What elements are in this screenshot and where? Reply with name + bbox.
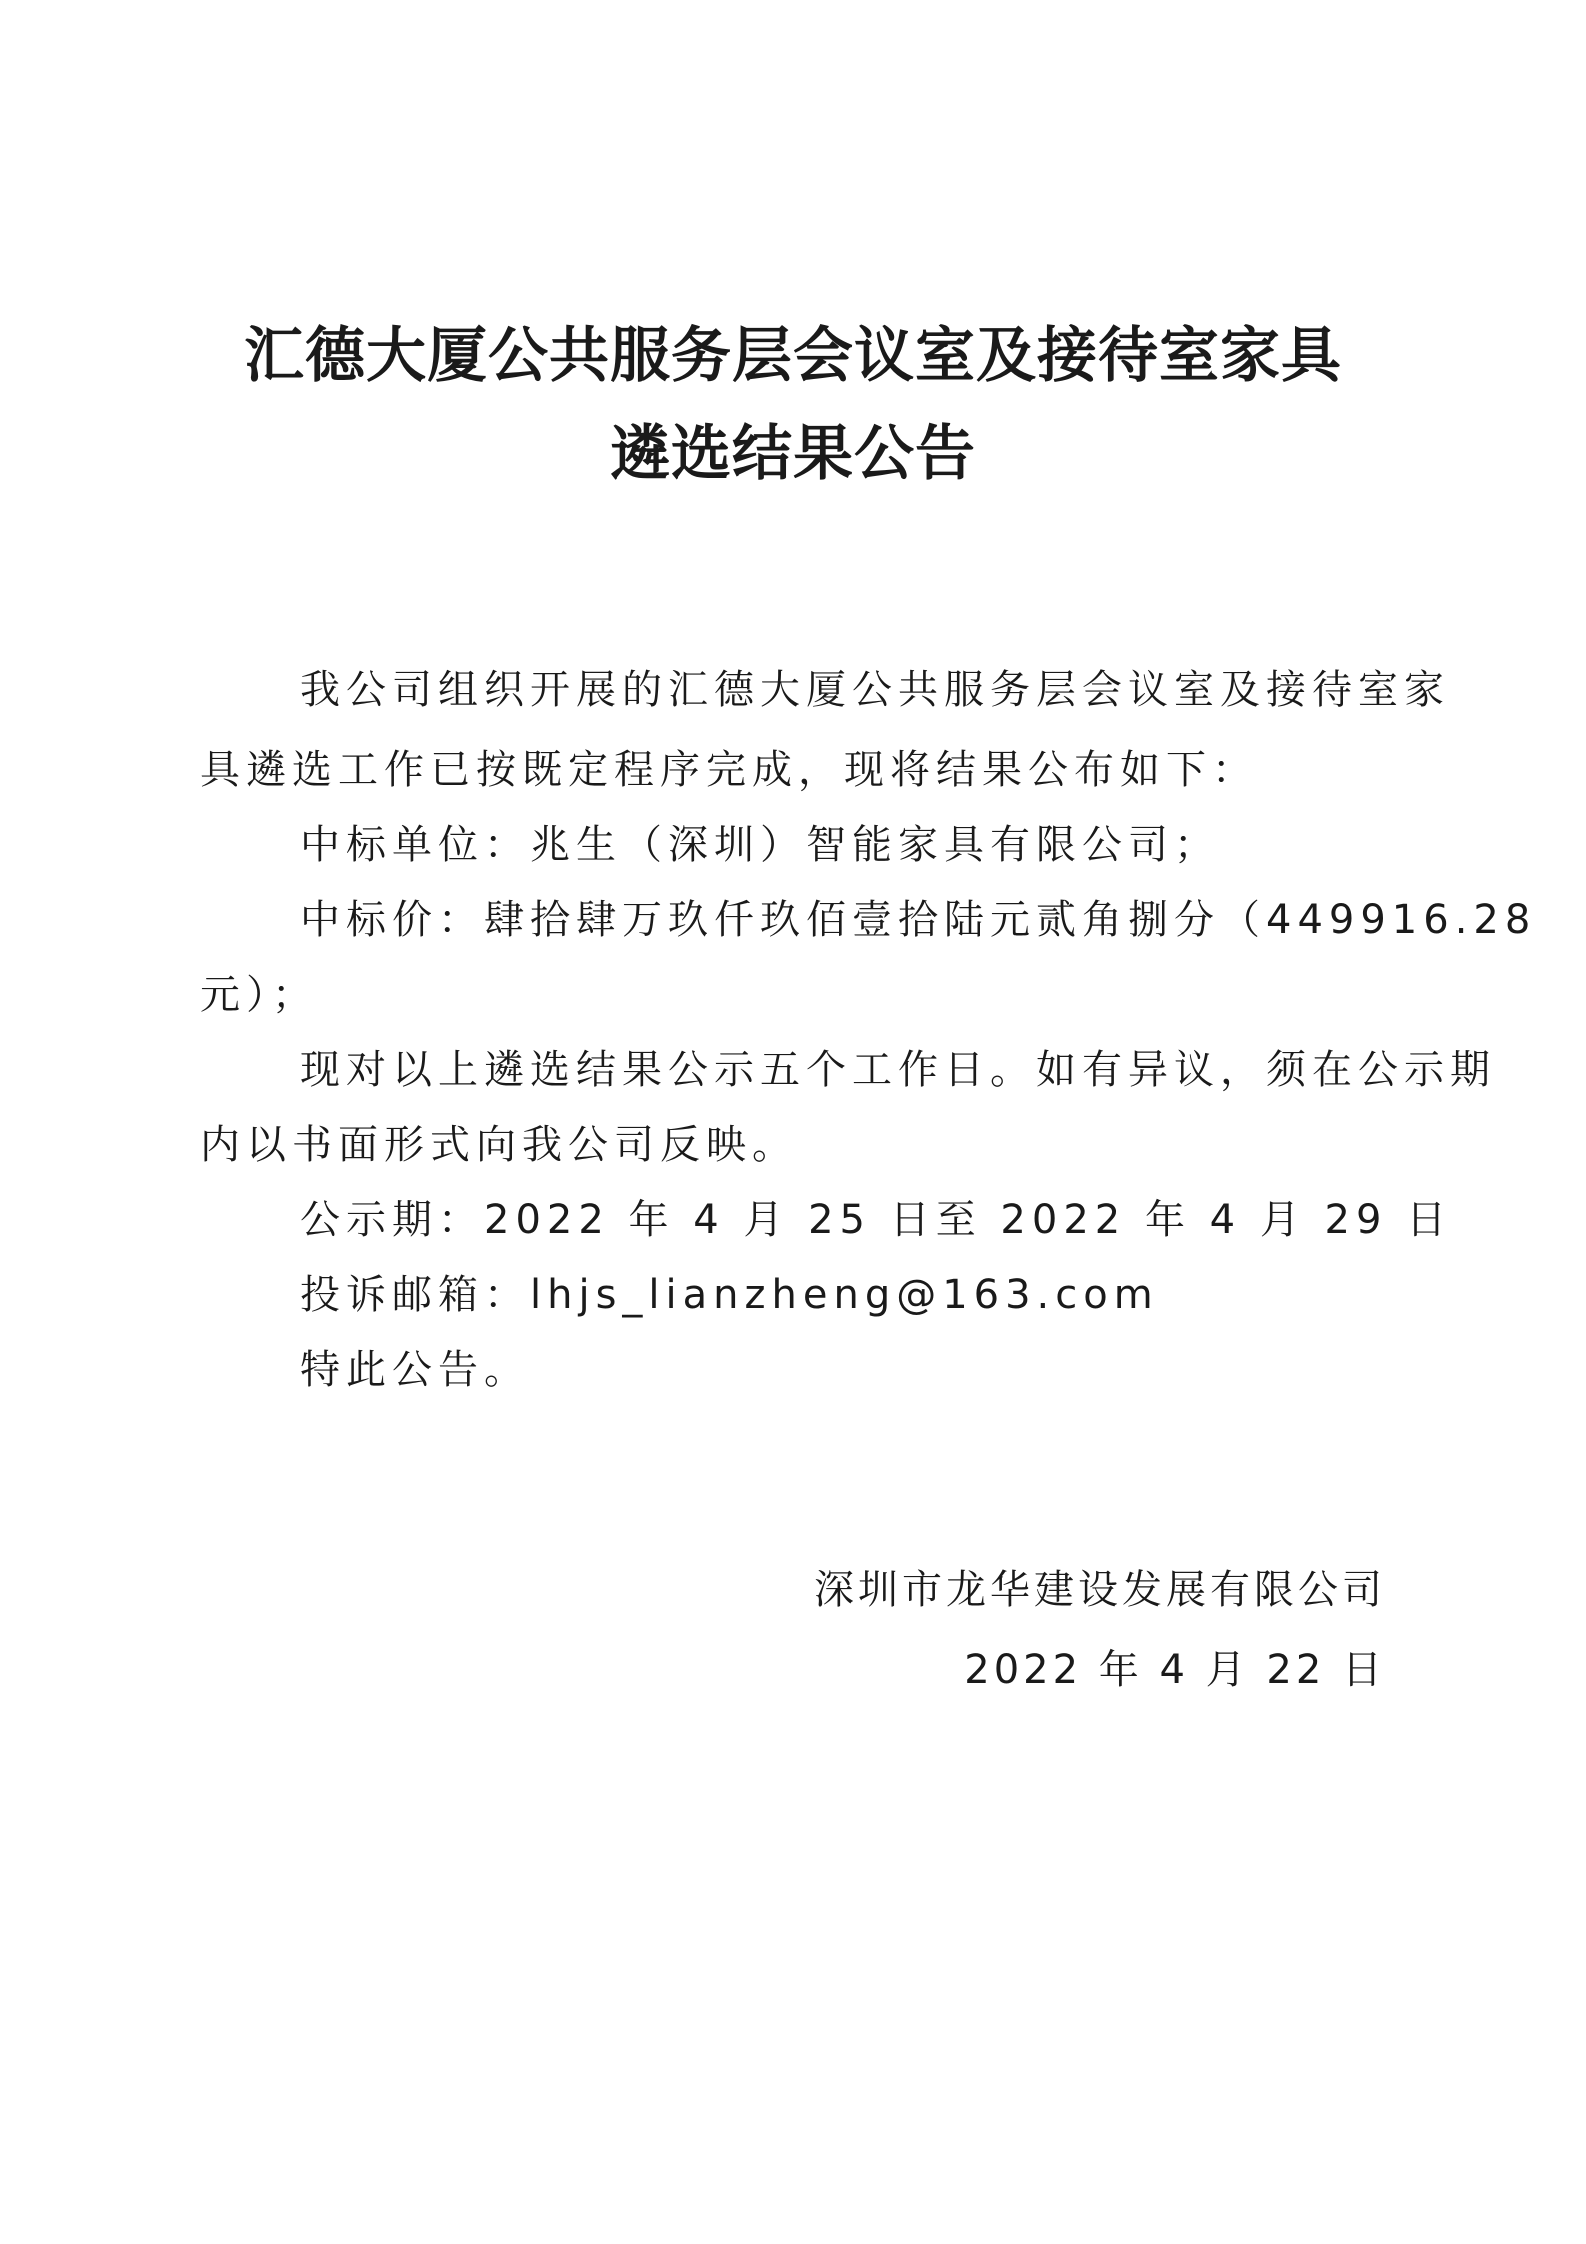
intro-paragraph-line-2: 具遴选工作已按既定程序完成，现将结果公布如下： <box>200 747 1258 793</box>
intro-paragraph-line-1: 我公司组织开展的汇德大厦公共服务层会议室及接待室家 <box>300 667 1450 713</box>
complaint-email: 投诉邮箱：lhjs_lianzheng@163.com <box>300 1272 1159 1318</box>
notice-paragraph-line-2: 内以书面形式向我公司反映。 <box>200 1122 798 1168</box>
document-title-line-2: 遴选结果公告 <box>610 419 976 489</box>
issuing-company: 深圳市龙华建设发展有限公司 <box>814 1567 1386 1613</box>
winning-price-line-2: 元）； <box>200 972 318 1018</box>
closing-statement: 特此公告。 <box>300 1347 530 1393</box>
issue-date: 2022 年 4 月 22 日 <box>964 1647 1386 1693</box>
notice-paragraph-line-1: 现对以上遴选结果公示五个工作日。如有异议，须在公示期 <box>300 1047 1496 1093</box>
document-title-line-1: 汇德大厦公共服务层会议室及接待室家具 <box>244 321 1342 391</box>
publicity-period: 公示期：2022 年 4 月 25 日至 2022 年 4 月 29 日 <box>300 1197 1453 1243</box>
winning-price-line-1: 中标价：肆拾肆万玖仟玖佰壹拾陆元贰角捌分（449916.28 <box>300 897 1537 943</box>
winning-bidder: 中标单位：兆生（深圳）智能家具有限公司； <box>300 822 1220 868</box>
